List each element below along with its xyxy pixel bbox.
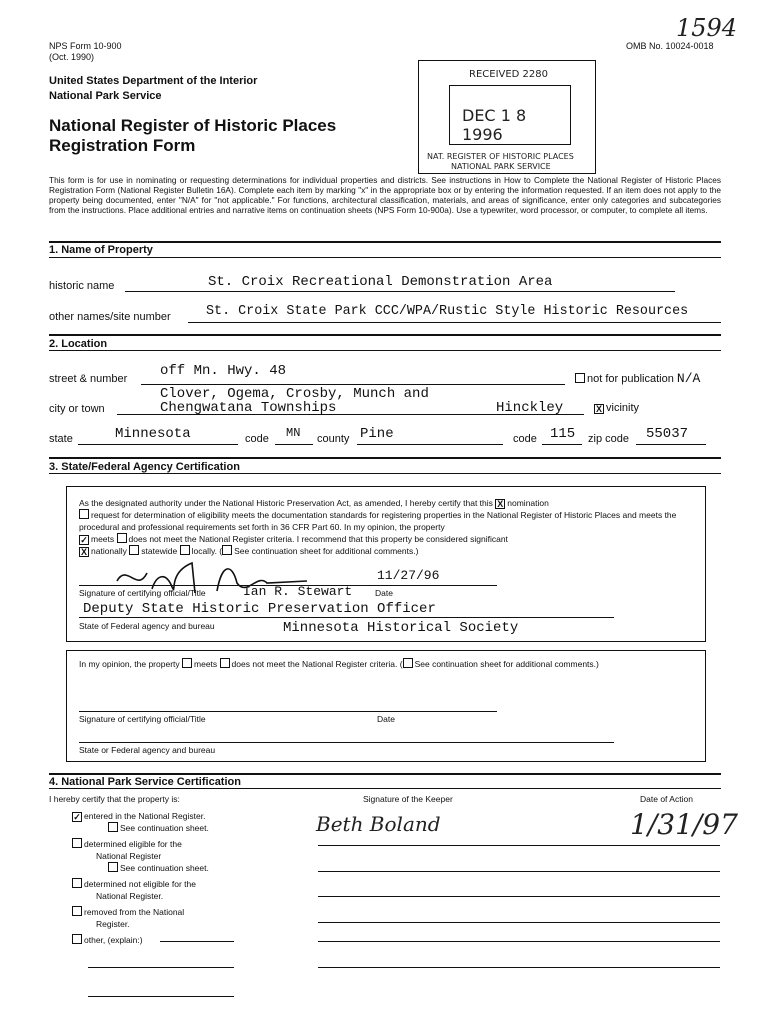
opinion-see-text: See continuation sheet for additional comments.) [414, 659, 599, 669]
form-date: (Oct. 1990) [49, 52, 95, 62]
historic-name-value[interactable]: St. Croix Recreational Demonstration Area [208, 274, 553, 290]
other-checkbox[interactable] [72, 934, 82, 944]
explain-line [88, 996, 234, 997]
stamp-date: DEC 1 8 1996 [462, 106, 527, 144]
other-underline [160, 941, 234, 942]
eligible-label-2: National Register [96, 851, 162, 861]
option-see-cont1[interactable] [72, 822, 209, 834]
stamp-date-box [449, 85, 571, 145]
divider [49, 473, 721, 474]
stamp-received: RECEIVED 2280 [469, 69, 549, 80]
field-underline [79, 617, 614, 618]
certify-label: I hereby certify that the property is: [49, 794, 180, 804]
field-underline [275, 444, 313, 445]
section1-title: 1. Name of Property [49, 244, 153, 256]
explain-line [88, 967, 234, 968]
certification-box [66, 486, 706, 642]
other-label: other, (explain:) [84, 935, 143, 945]
section2-title: 2. Location [49, 338, 108, 350]
eligible-checkbox[interactable] [72, 838, 82, 848]
locally-label: locally. ( [191, 546, 223, 556]
service: National Park Service [49, 90, 162, 102]
keeper-line [318, 922, 720, 923]
street-value[interactable]: off Mn. Hwy. 48 [160, 363, 287, 379]
see-cont2-checkbox[interactable] [108, 862, 118, 872]
not-for-publication[interactable] [575, 371, 700, 386]
date2-label: Date [377, 714, 395, 724]
cert-date-value[interactable]: 11/27/96 [377, 568, 440, 583]
divider [49, 788, 721, 789]
nationally-label: nationally [91, 546, 127, 556]
page-title-line1: National Register of Historic Places [49, 116, 337, 135]
city-label: city or town [49, 403, 105, 415]
city-value-right[interactable]: Hinckley [496, 400, 564, 416]
not-for-publication-value: N/A [676, 371, 701, 386]
keeper-line [318, 896, 720, 897]
opinion-continuation-checkbox[interactable] [403, 658, 413, 668]
keeper-line [318, 845, 720, 846]
section3-title: 3. State/Federal Agency Certification [49, 461, 240, 473]
opinion-not-checkbox[interactable] [220, 658, 230, 668]
omb-number: OMB No. 10024-0018 [626, 41, 714, 51]
opinion-meets-label: meets [194, 659, 218, 669]
not-for-publication-checkbox[interactable] [575, 373, 585, 383]
see-cont1-checkbox[interactable] [108, 822, 118, 832]
sig2-label: Signature of certifying official/Title [79, 714, 206, 724]
received-stamp [418, 60, 596, 174]
official-title-value[interactable]: Deputy State Historic Preservation Officer [83, 601, 436, 617]
option-see-cont2[interactable] [72, 862, 209, 874]
field-underline [141, 384, 565, 385]
field-underline [78, 444, 238, 445]
date-label: Date [375, 588, 393, 598]
state-code-label: code [245, 433, 269, 445]
divider [49, 350, 721, 351]
county-code-label: code [513, 433, 537, 445]
agency2-label: State or Federal agency and bureau [79, 745, 216, 755]
see-cont2-label: See continuation sheet. [120, 863, 209, 873]
agency-value[interactable]: Minnesota Historical Society [283, 620, 519, 636]
meets-checkbox[interactable]: ✓ [80, 535, 88, 545]
does-not-meet-text: does not meet the National Register criteria. I recommend that this property be considered significant [128, 534, 508, 544]
nomination-checkbox[interactable]: X [497, 499, 504, 509]
other-names-label: other names/site number [49, 311, 171, 323]
state-value[interactable]: Minnesota [115, 426, 191, 442]
section4-title: 4. National Park Service Certification [49, 776, 241, 788]
see-cont1-label: See continuation sheet. [120, 823, 209, 833]
keeper-line [318, 871, 720, 872]
see-continuation-text: See continuation sheet for additional comments.) [234, 546, 419, 556]
removed-label-2: Register. [96, 919, 130, 929]
street-label: street & number [49, 373, 128, 385]
form-number: NPS Form 10-900 [49, 41, 122, 51]
does-not-meet-checkbox[interactable] [117, 533, 127, 543]
signer-name[interactable]: Ian R. Stewart [243, 584, 353, 599]
option-eligible[interactable] [72, 838, 209, 850]
historic-name-label: historic name [49, 280, 115, 292]
opinion-text [79, 658, 691, 670]
zip-value[interactable]: 55037 [646, 426, 689, 442]
opinion-meets-checkbox[interactable] [182, 658, 192, 668]
vicinity-label: vicinity [606, 402, 640, 414]
action-date: 1/31/97 [630, 808, 738, 841]
divider [49, 334, 721, 336]
divider [49, 457, 721, 459]
certification-text [79, 497, 691, 557]
vicinity-checkbox[interactable]: X [595, 404, 602, 414]
opinion-not-text: does not meet the National Register criteria. ( [231, 659, 403, 669]
cert-text-a: As the designated authority under the National Historic Preservation Act, as amended, I hereby certify that this [79, 498, 493, 508]
signature-line [79, 711, 497, 712]
vicinity[interactable] [594, 402, 639, 414]
field-underline [542, 444, 582, 445]
zip-label: zip code [588, 433, 629, 445]
nomination-label: nomination [507, 498, 549, 508]
meets-label: meets [91, 534, 115, 544]
other-names-value[interactable]: St. Croix State Park CCC/WPA/Rustic Style Historic Resources [206, 304, 689, 319]
statewide-label: statewide [141, 546, 178, 556]
state-label: state [49, 433, 73, 445]
opinion-a: In my opinion, the property [79, 659, 180, 669]
page-title-line2: Registration Form [49, 136, 196, 155]
divider [49, 773, 721, 775]
field-underline [636, 444, 706, 445]
department: United States Department of the Interior [49, 75, 258, 87]
entered-label: entered in the National Register. [84, 811, 206, 821]
option-removed[interactable] [72, 906, 209, 918]
not-for-publication-label: not for publication [587, 373, 674, 385]
field-underline [79, 742, 614, 743]
entered-checkbox[interactable]: ✓ [73, 812, 81, 822]
county-code-value[interactable]: 115 [550, 426, 576, 442]
field-underline [125, 291, 675, 292]
removed-checkbox[interactable] [72, 906, 82, 916]
keeper-signature: Beth Boland [316, 812, 441, 836]
state-code-value[interactable]: MN [286, 426, 301, 440]
removed-label-1: removed from the National [84, 907, 185, 917]
eligible-label-1: determined eligible for the [84, 839, 182, 849]
option-not-eligible[interactable] [72, 878, 209, 890]
city-value-line1[interactable]: Clover, Ogema, Crosby, Munch and [160, 386, 429, 402]
option-entered[interactable] [72, 810, 209, 822]
divider [49, 241, 721, 243]
field-underline [188, 322, 721, 323]
cert-request-text: request for determination of eligibility meets the documentation standards for registering properties in the National Register of Historic Places and meets the procedural and professional requirements set forth in 36 CFR Part 60. In my opinion, the property [79, 510, 677, 532]
agency-label: State of Federal agency and bureau [79, 621, 215, 631]
field-underline [357, 444, 503, 445]
instructions: This form is for use in nominating or requesting determinations for individual properties and districts. See instructions in How to Complete the National Register of Historic Places Registration Form (National Register Bulletin 16A). Complete each item by marking "x" in the appropriate box or by entering the information requested. If an item does not apply to the property being documented, enter "N/A" for "not applicable." For functions, architectural classification, materials, and areas of significance, enter only categories and subcategories from the instructions. Place additional entries and narrative items on continuation sheets (NPS Form 10-900a). Use a typewriter, word processor, or computer, to complete all items. [49, 175, 721, 215]
option-other[interactable] [72, 934, 209, 946]
divider [49, 257, 721, 258]
keeper-line [318, 941, 720, 942]
sig-label: Signature of certifying official/Title [79, 588, 206, 598]
stamp-registry-2: NATIONAL PARK SERVICE [451, 162, 551, 171]
keeper-label: Signature of the Keeper [363, 794, 453, 804]
status-options [72, 810, 209, 946]
request-checkbox[interactable] [79, 509, 89, 519]
action-label: Date of Action [640, 794, 693, 804]
opinion-box [66, 650, 706, 762]
county-value[interactable]: Pine [360, 426, 394, 442]
nationally-checkbox[interactable]: X [80, 547, 87, 557]
not-eligible-checkbox[interactable] [72, 878, 82, 888]
stamp-registry-1: NAT. REGISTER OF HISTORIC PLACES [427, 152, 574, 161]
handwritten-number: 1594 [676, 14, 738, 42]
not-eligible-label-1: determined not eligible for the [84, 879, 196, 889]
city-value-line2[interactable]: Chengwatana Townships [160, 400, 337, 416]
keeper-line [318, 967, 720, 968]
county-label: county [317, 433, 350, 445]
not-eligible-label-2: National Register. [96, 891, 164, 901]
